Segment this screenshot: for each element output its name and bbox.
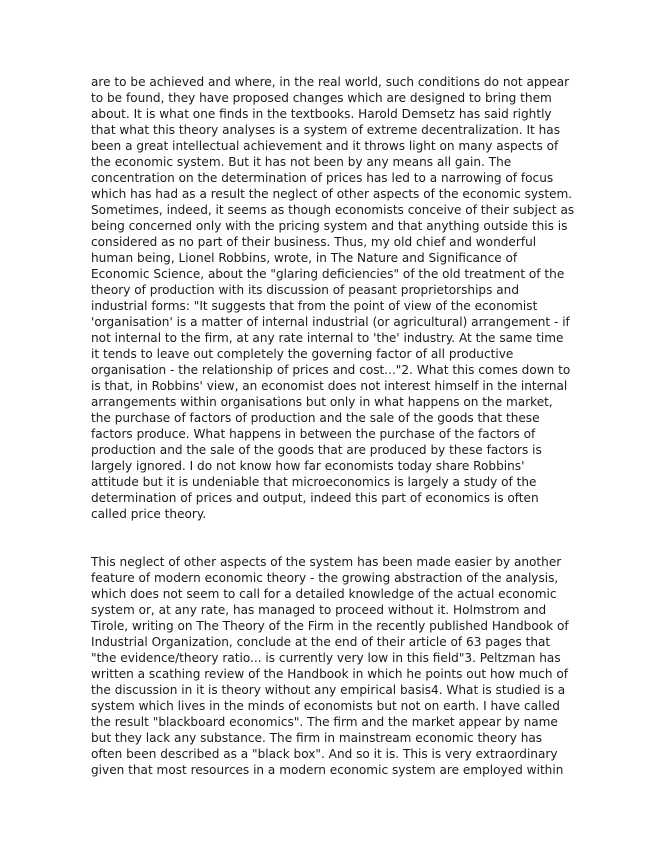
text-line: is that, in Robbins' view, an economist does not interest himself in the internal [91,379,568,393]
text-line: This neglect of other aspects of the system has been made easier by another [91,555,562,569]
text-line: given that most resources in a modern economic system are employed within [91,763,564,777]
text-line: largely ignored. I do not know how far economists today share Robbins' [91,459,525,473]
text-line: been a great intellectual achievement and it throws light on many aspects of [91,139,559,153]
text-line: production and the sale of the goods that are produced by these factors is [91,443,542,457]
text-line: 'organisation' is a matter of internal industrial (or agricultural) arrangement - if [91,315,570,329]
text-line: it tends to leave out completely the governing factor of all productive [91,347,514,361]
text-line: often been described as a "black box". And so it is. This is very extraordinary [91,747,558,761]
text-line: concentration on the determination of prices has led to a narrowing of focus [91,171,554,185]
text-line: considered as no part of their business. Thus, my old chief and wonderful [91,235,537,249]
text-line: but they lack any substance. The firm in mainstream economic theory has [91,731,543,745]
text-line: Economic Science, about the "glaring deficiencies" of the old treatment of the [91,267,565,281]
text-line: arrangements within organisations but only in what happens on the market, [91,395,553,409]
text-line: organisation - the relationship of prices and cost..."2. What this comes down to [91,363,571,377]
text-line: Sometimes, indeed, it seems as though economists conceive of their subject as [91,203,575,217]
text-line: Industrial Organization, conclude at the end of their article of 63 pages that [91,635,551,649]
text-line: industrial forms: "It suggests that from the point of view of the economist [91,299,538,313]
text-line: factors produce. What happens in between the purchase of the factors of [91,427,536,441]
text-line: the discussion in it is theory without any empirical basis4. What is studied is a [91,683,566,697]
text-line: which has had as a result the neglect of other aspects of the economic system. [91,187,573,201]
text-line: the result "blackboard economics". The firm and the market appear by name [91,715,558,729]
text-line: theory of production with its discussion of peasant proprietorships and [91,283,520,297]
text-line: which does not seem to call for a detailed knowledge of the actual economic [91,587,557,601]
text-line: written a scathing review of the Handbook in which he points out how much of [91,667,569,681]
text-line: human being, Lionel Robbins, wrote, in The Nature and Significance of [91,251,518,265]
text-line: are to be achieved and where, in the real world, such conditions do not appear [91,75,570,89]
text-line: the economic system. But it has not been by any means all gain. The [91,155,512,169]
text-line: the purchase of factors of production and the sale of the goods that these [91,411,540,425]
text-line: "the evidence/theory ratio... is currently very low in this field"3. Peltzman has [91,651,561,665]
text-line: Tirole, writing on The Theory of the Firm in the recently published Handbook of [91,619,569,633]
text-line: about. It is what one finds in the textbooks. Harold Demsetz has said rightly [91,107,552,121]
text-line: system or, at any rate, has managed to proceed without it. Holmstrom and [91,603,547,617]
text-line: that what this theory analyses is a system of extreme decentralization. It has [91,123,561,137]
text-line: system which lives in the minds of economists but not on earth. I have called [91,699,560,713]
text-line: called price theory. [91,507,207,521]
text-line: to be found, they have proposed changes which are designed to bring them [91,91,552,105]
text-line: not internal to the firm, at any rate internal to 'the' industry. At the same time [91,331,564,345]
text-line: attitude but it is undeniable that microeconomics is largely a study of the [91,475,537,489]
text-line: being concerned only with the pricing system and that anything outside this is [91,219,568,233]
text-line: feature of modern economic theory - the growing abstraction of the analysis, [91,571,559,585]
text-line: determination of prices and output, indeed this part of economics is often [91,491,539,505]
